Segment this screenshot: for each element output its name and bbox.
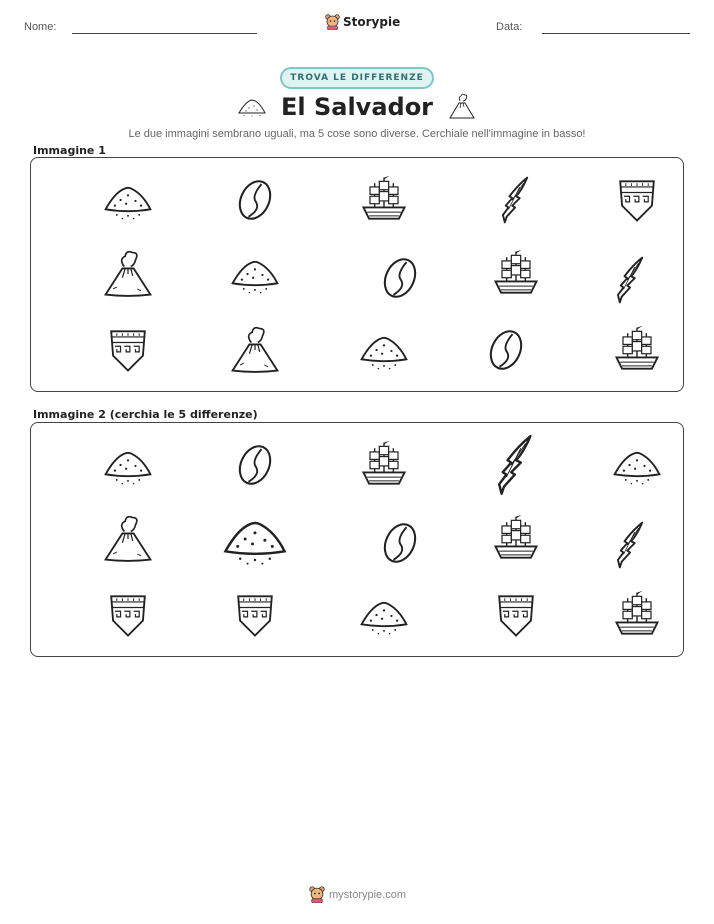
volcano-icon: [100, 246, 156, 302]
section-2-label: Immagine 2 (cerchia le 5 differenze): [33, 408, 258, 421]
footer-url: mystorypie.com: [329, 888, 407, 901]
volcano-icon[interactable]: [100, 511, 156, 567]
coffee-bean-icon: [372, 250, 428, 306]
sand-pile-icon[interactable]: [356, 587, 412, 643]
ship-icon[interactable]: [609, 587, 665, 643]
bear-mascot-icon: [325, 14, 340, 30]
ship-icon: [609, 322, 665, 378]
ship-icon[interactable]: [488, 511, 544, 567]
sand-pile-icon[interactable]: [218, 502, 292, 576]
coffee-bean-icon[interactable]: [227, 437, 283, 493]
date-field[interactable]: [542, 33, 690, 34]
image-2-panel[interactable]: [30, 422, 684, 657]
ship-icon[interactable]: [356, 437, 412, 493]
image-1-panel: [30, 157, 684, 392]
page-title: El Salvador: [280, 93, 434, 121]
coffee-bean-icon: [227, 172, 283, 228]
footer: [309, 886, 406, 903]
sand-pile-icon[interactable]: [609, 437, 665, 493]
sand-pile-icon: [227, 246, 283, 302]
pottery-icon[interactable]: [488, 587, 544, 643]
sand-pile-icon[interactable]: [100, 437, 156, 493]
sand-pile-icon: [356, 322, 412, 378]
brand-logo: [325, 14, 400, 30]
arrowhead-icon: [488, 172, 544, 228]
volcano-icon: [227, 322, 283, 378]
pottery-icon[interactable]: [227, 587, 283, 643]
ship-icon: [356, 172, 412, 228]
pottery-icon[interactable]: [100, 587, 156, 643]
section-1-label: Immagine 1: [33, 144, 106, 157]
arrowhead-icon[interactable]: [603, 517, 659, 573]
name-field[interactable]: [72, 33, 257, 34]
coffee-bean-icon: [478, 322, 534, 378]
sand-pile-icon: [100, 172, 156, 228]
brand-name: Storypie: [343, 15, 401, 29]
coffee-bean-icon[interactable]: [372, 515, 428, 571]
volcano-icon: [447, 92, 477, 122]
activity-badge: TROVA LE DIFFERENZE: [280, 67, 434, 89]
bear-mascot-icon: [309, 886, 325, 903]
instructions: Le due immagini sembrano uguali, ma 5 cose sono diverse. Cerchiale nell'immagine in basso!: [128, 128, 586, 140]
arrowhead-icon: [603, 252, 659, 308]
ship-icon: [488, 246, 544, 302]
date-label: Data:: [496, 21, 523, 33]
pottery-icon: [100, 322, 156, 378]
sand-pile-icon: [237, 95, 267, 119]
name-label: Nome:: [24, 21, 57, 33]
arrowhead-icon[interactable]: [480, 429, 552, 501]
pottery-icon: [609, 172, 665, 228]
